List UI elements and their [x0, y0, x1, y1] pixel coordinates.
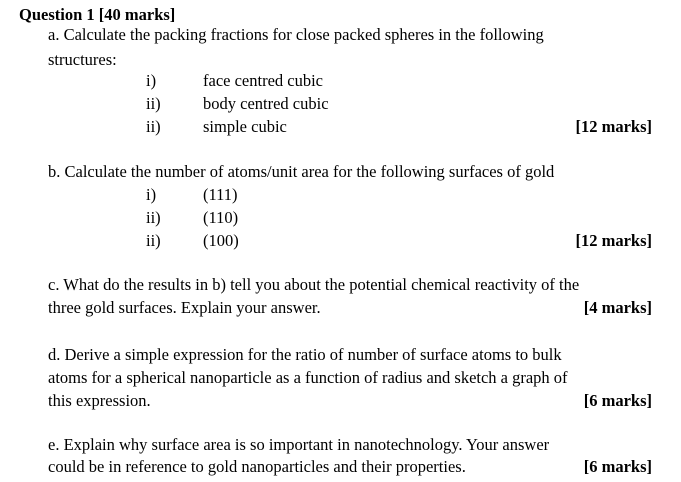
part-a-item-2-text: body centred cubic	[203, 94, 329, 113]
part-b-item-1-num: i)	[146, 185, 157, 204]
part-a-item-1-text: face centred cubic	[203, 71, 323, 90]
part-c-line-1: c. What do the results in b) tell you about the potential chemical reactivity of the	[48, 275, 580, 294]
part-c-marks: [4 marks]	[583, 298, 652, 317]
part-e-marks: [6 marks]	[583, 457, 652, 476]
part-b-item-3-text: (100)	[203, 231, 239, 250]
question-title: Question 1 [40 marks]	[19, 5, 176, 24]
part-d-line-1: d. Derive a simple expression for the ratio of number of surface atoms to bulk	[48, 345, 562, 364]
part-a-item-2-num: ii)	[146, 94, 161, 113]
part-d-marks: [6 marks]	[583, 391, 652, 410]
part-b-item-2-text: (110)	[203, 208, 239, 227]
part-e-line-1: e. Explain why surface area is so important in nanotechnology. Your answer	[48, 435, 550, 454]
part-a-item-3-text: simple cubic	[203, 117, 287, 136]
part-b-item-1-text: (111)	[203, 185, 238, 204]
part-d-line-2: atoms for a spherical nanoparticle as a function of radius and sketch a graph of	[48, 368, 568, 387]
part-c-line-2: three gold surfaces. Explain your answer.	[48, 298, 321, 317]
part-d-line-3: this expression.	[48, 391, 151, 410]
part-a-item-1-num: i)	[146, 71, 157, 90]
part-b-item-3-num: ii)	[146, 231, 161, 250]
part-a-line-2: structures:	[48, 50, 117, 69]
part-b-line-1: b. Calculate the number of atoms/unit area for the following surfaces of gold	[48, 162, 555, 181]
part-e-line-2: could be in reference to gold nanoparticles and their properties.	[48, 457, 466, 476]
part-b-item-2-num: ii)	[146, 208, 161, 227]
part-b-marks: [12 marks]	[575, 231, 652, 250]
part-a-marks: [12 marks]	[575, 117, 652, 136]
part-a-item-3-num: ii)	[146, 117, 161, 136]
part-a-line-1: a. Calculate the packing fractions for close packed spheres in the following	[48, 25, 544, 44]
